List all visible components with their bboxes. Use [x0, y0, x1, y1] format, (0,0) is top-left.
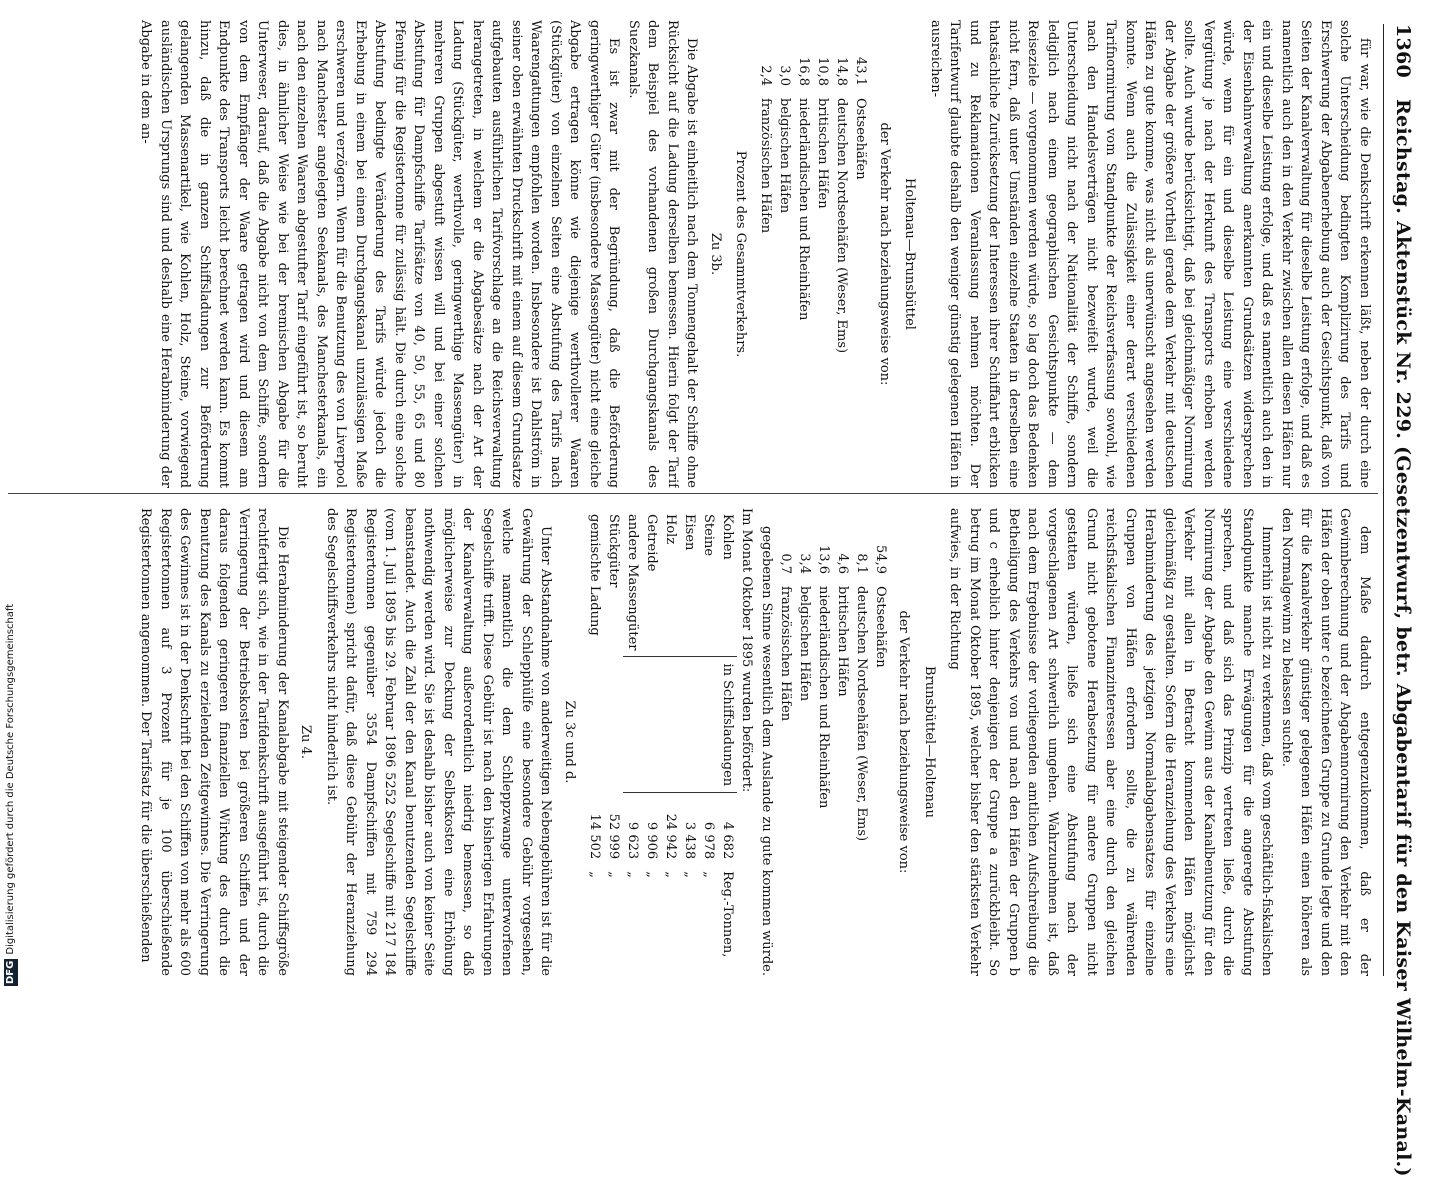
digitization-credit: [4, 6, 18, 986]
cargo-label: gemischte Ladung: [587, 514, 602, 636]
cargo-value: 9 623: [625, 821, 640, 860]
route-subheading: der Verkehr nach beziehungsweise von:: [896, 610, 912, 874]
cargo-label: Getreide: [644, 514, 659, 572]
cargo-value: 52 999: [606, 813, 621, 860]
percentage-row: [757, 20, 776, 359]
percentage-value: 43,1: [853, 57, 869, 86]
harbour-group-label: Ostseehäfen: [853, 98, 869, 180]
percentage-row: [795, 508, 814, 847]
cargo-brace-label: in Schiffsladungen: [623, 657, 737, 793]
harbour-group-label: deutschen Nordseehäfen (Weser, Ems): [854, 586, 869, 842]
cargo-unit: „: [701, 871, 716, 878]
cargo-label: Eisen: [682, 514, 697, 551]
cargo-unit: „: [625, 871, 640, 878]
percentage-value: 14,8: [834, 57, 850, 86]
cargo-unit: „: [587, 871, 602, 878]
harbour-group-label: Ostseehäfen: [873, 586, 888, 668]
cargo-label: Kohlen: [720, 514, 735, 560]
cargo-label: Holz: [663, 514, 678, 545]
page-number: 1360: [1392, 24, 1414, 79]
page-title: Reichstag. Aktenstück Nr. 229. (Gesetzentwurf, betr. Abgabentarif für den Kaiser Wilhelm-Kanal.): [1392, 99, 1414, 1177]
cargo-value: 9 906: [644, 821, 659, 860]
cargo-spacer: [585, 657, 604, 793]
harbour-group-label: britischen Häfen: [835, 586, 850, 697]
section-heading: Zu 3b.: [708, 232, 723, 276]
cargo-unit: „: [682, 871, 697, 878]
percentage-row: [776, 508, 795, 847]
cargo-value: 4 682: [720, 821, 735, 860]
paragraph: Die Herabminderung der Kanalabgabe mit steigender Schiffsgröße rechtfertigt sich, wie in der Tarifdenkschrift ausgeführt ist, durch die Verringerung der Betriebskosten bei größeren Schiffen und der daraus folgenden geringeren finanziellen Wirkung des durch die Benutzung des Kanals zu erzielenden Zeitgewinnes. Die Verringerung des Gewinnes ist in der Denkschrift bei den Schiffen von mehr als 600 Registertonnen auf 3 Prozent für je 100 überschießende Registertonnen angenommen. Der Tarifsatz für die überschießenden: [138, 508, 290, 976]
percentage-row: [814, 508, 833, 847]
cargo-spacer: [604, 657, 623, 793]
harbour-group-label: niederländischen und Rheinhäfen: [796, 98, 812, 321]
cargo-unit: „: [644, 871, 659, 878]
harbour-group-label: französischen Häfen: [758, 98, 774, 234]
left-column: [8, 20, 1374, 488]
percentage-value: 0,7: [778, 553, 793, 574]
percentage-value: 54,9: [873, 545, 888, 574]
route-subheading: der Verkehr nach beziehungsweise von:: [877, 122, 892, 386]
cargo-unit: „: [606, 871, 621, 878]
section-heading: Zu 4.: [298, 725, 314, 759]
cargo-value: 24 942: [663, 813, 678, 860]
percentage-value: 2,4: [758, 65, 774, 86]
percentage-row: [776, 20, 795, 359]
harbour-group-label: belgischen Häfen: [797, 586, 812, 702]
paragraph: dem Maße dadurch entgegenzukommen, daß er der Gewinnberechnung und der Abgabennormirung den Verkehr mit den Häfen der oben unter c bezeichneten Gruppe zu Grunde legte und den für die Kanalverkehr günstiger gelegenen Häfen einen höheren als den Normalgewinn zu belassen suchte.: [1279, 508, 1372, 976]
cargo-unit: Reg.-Tonnen,: [720, 871, 735, 958]
route-heading: Brunsbüttel—Holtenau: [922, 666, 937, 818]
cargo-row: [718, 508, 737, 963]
percentage-row: [871, 508, 890, 847]
percentage-value: 8,1: [854, 553, 869, 574]
percentage-row: [795, 20, 814, 359]
section-heading: Zu 3c und d.: [562, 700, 577, 784]
cargo-label: andere Massengüter: [625, 514, 640, 651]
cargo-row: [585, 508, 604, 963]
paragraph: gegebenen Sinne wesentlich dem Auslande zu gute kommen würde. Im Monat Oktober 1895 wurden befördert:: [739, 508, 774, 976]
percentage-value: 13,6: [816, 545, 831, 574]
paragraph: Immerhin ist nicht zu verkennen, daß vom geschäftlich-fiskalischen Standpunkte manche Erwägungen für die angeregte Abstufung sprechen, und daß sich das Prinzip vertreten ließe, durch die Normirung der Abgabe den Gewinn aus der Kanalbenutzung für den Verkehr mit allen in Betracht kommenden Häfen möglichst gleichmäßig zu gestalten. Sofern die Heranziehung des Verkehrs eine Herabminderung des jetzigen Normalabgabensatzes für einzelne Gruppen von Häfen erfordern sollte, die zu währenden reichsfiskalischen Finanzinteressen aber eine durch den gleichen Grund nicht gebotene Herabsetzung für andere Gruppen nicht gestatten würden, ließe sich eine Abstufung nach der vorgeschlagenen Art schwerlich umgehen. Wahrzunehmen ist, daß nach dem Ergebnisse der vorliegenden amtlichen Aufschreibung die Betheiligung des Verkehrs von und nach den Häfen der Gruppen b und c erheblich hinter denjenigen der Gruppe a zurückbleibt. So betrug im Monat Oktober 1895, welcher bisher den stärksten Verkehr aufwies, in der Richtung: [947, 508, 1275, 976]
percentage-value: 16,8: [796, 57, 812, 86]
cargo-label: Steine: [701, 514, 716, 557]
right-column: [8, 508, 1374, 976]
route-heading: Holtenau—Brunsbüttel: [902, 178, 918, 330]
percentage-value: 3,0: [777, 65, 793, 86]
percentage-table: [757, 20, 871, 359]
harbour-group-label: deutschen Nordseehäfen (Weser, Ems): [834, 98, 850, 354]
percentage-row: [833, 508, 852, 847]
cargo-value: 3 438: [682, 821, 697, 860]
column-divider: [8, 493, 1378, 494]
harbour-group-label: britischen Häfen: [815, 98, 831, 209]
credit-text: Digitalisierung gefördert durch die Deutsche Forschungsgemeinschaft: [5, 603, 16, 955]
cargo-value: 14 502: [587, 813, 602, 860]
cargo-unit: „: [663, 871, 678, 878]
harbour-group-label: französischen Häfen: [778, 586, 793, 722]
paragraph: für war, wie die Denkschrift erkennen läßt, neben der durch eine solche Unterscheidung bedingten Komplizirung des Tarifs und Erschwerung der Abgabenerhebung auch der Gesichtspunkt, daß von Seiten der Kanalverwaltung für dieselbe Leistung erfolge, und daß es namentlich auch den in den Verkehr zwischen allen diesen Häfen nur ein und dieselbe Leistung erfolge, und daß es namentlich auch den in der Eisenbahnverwaltung anerkannten Grundsätzen widersprechen würde, wenn für ein und dieselbe Leistung eine verschiedene Vergütung je nach der Herkunft des Transports erhoben werden sollte. Auch wurde berücksichtigt, daß bei gleichmäßiger Normirung der Abgabe der größere Vortheil gerade dem Verkehr mit deutschen Häfen zu gute komme, was nicht als unerwünscht angesehen werden konnte. Wenn auch die Zulässigkeit einer derart verschiedenen Tarifnormirung vom Standpunkte der Reichsverfassung sowohl, wie nach den Handelsverträgen nicht bezweifelt wurde, weil die Unterscheidung nicht nach der Nationalität der Schiffe, sondern lediglich nach einem geographischen Gesichtspunkte — dem Reiseziele — vorgenommen werden würde, so lag doch das Bedenken nicht fern, daß unter Umständen einzelne Staaten in derselben eine thatsächliche Zurücksetzung der Interessen ihrer Schiffahrt erblicken und zu Reklamationen Veranlassung nehmen möchten. Der Tarifentwurf glaubte deshalb den weniger günstig gelegenen Häfen in ausreichen-: [928, 20, 1372, 488]
percentage-value: 3,4: [797, 553, 812, 574]
cargo-label: Stückgüter: [606, 514, 621, 588]
harbour-group-label: belgischen Häfen: [777, 98, 793, 214]
dfg-logo: DFG: [5, 960, 16, 984]
header-rule: [1383, 24, 1384, 976]
percentage-row: [852, 20, 871, 359]
cargo-table: [585, 508, 737, 964]
percentage-value: 4,6: [835, 553, 850, 574]
cargo-value: 6 978: [701, 821, 716, 860]
percentage-footer: Prozent des Gesammtverkehrs.: [733, 150, 749, 358]
page-header: [1386, 24, 1420, 1177]
percentage-row: [833, 20, 852, 359]
cargo-row: [604, 508, 623, 963]
percentage-value: 10,8: [815, 57, 831, 86]
percentage-row: [814, 20, 833, 359]
paragraph: Es ist zwar mit der Begründung, daß die Beförderung geringwerthiger Güter (insbesondere Massengüter) nicht eine gleiche Abgabe ertragen könne wie diejenige werthvollerer Waaren (Stückgüter) von einzelnen Seiten eine Abstufung des Tarifs nach Waarengattungen empfohlen worden. Insbesondere ist Dahlström in seiner oben erwähnten Druckschrift mit einem auf diesem Grundsatze aufgebauten ausführlichen Tarifvorschlage an die Reichsverwaltung herangetreten, in welchem er die Abgabesätze nach der Art der Ladung (Stückgüter, werthvolle, geringwerthige Massengüter) in mehreren Gruppen abgestuft wissen will und bei einer solchen Abstufung für Dampfschiffe Tarifsätze von 40, 50, 55, 65 und 80 Pfennig für die Registertonne für zulässig hält. Die durch eine solche Abstufung bedingte Veränderung des Tarifs würde jedoch die Erhebung in einem bei einem Durchgangskanal unzulässigen Maße erschweren und verzögern. Wenn für die Benutzung des von Liverpool nach Manchester angelegten Seekanals, des Manchesterkanals, ein nach den einzelnen Waaren abgestufter Tarif eingeführt ist, so beruht dies, in ähnlicher Weise wie bei der bremischen Abgabe für die Unterweser, darauf, daß die Abgabe nicht von dem Schiffe, sondern von dem Empfänger der Waare getragen wird und diesem am Endpunkte des Transports leicht berechnet werden kann. Es kommt hinzu, daß die in ganzen Schiffsladungen zur Beförderung gelangenden Massenartikel, wie Kohlen, Holz, Steine, vorwiegend ausländischen Ursprungs sind und deshalb eine Herabminderung der Abgabe in dem an-: [138, 20, 622, 488]
harbour-group-label: niederländischen und Rheinhäfen: [816, 586, 831, 809]
paragraph: Die Abgabe ist einheitlich nach dem Tonnengehalt der Schiffe ohne Rücksicht auf die Ladung derselben bemessen. Hierin folgt der Tarif dem Beispiel des vorhandenen großen Durchgangskanals des Suezkanals.: [626, 20, 700, 488]
percentage-table: [776, 508, 890, 847]
percentage-row: [852, 508, 871, 847]
paragraph: Unter Abstandnahme von anderweitigen Nebengebühren ist für die Gewährung der Schlepphülfe eine besondere Gebühr vorgesehen, welche namentlich die dem Schleppzwange unterworfenen Segelschiffe trifft. Diese Gebühr ist nach den bisherigen Erfahrungen der Kanalverwaltung außerordentlich niedrig bemessen, so daß möglicherweise zur Deckung der Selbstkosten eine Erhöhung nothwendig werden wird. Sie ist deshalb bisher auch von keiner Seite beanstandet. Auch die Zahl der den Kanal benutzenden Segelschiffe (vom 1. Juli 1895 bis 29. Februar 1896 5252 Segelschiffe mit 217 184 Registertonnen gegenüber 3554 Dampfschiffen mit 759 294 Registertonnen) spricht dafür, daß diese Gebühr der Heranziehung des Segelschiffsverkehrs nicht hinderlich ist.: [324, 508, 554, 976]
